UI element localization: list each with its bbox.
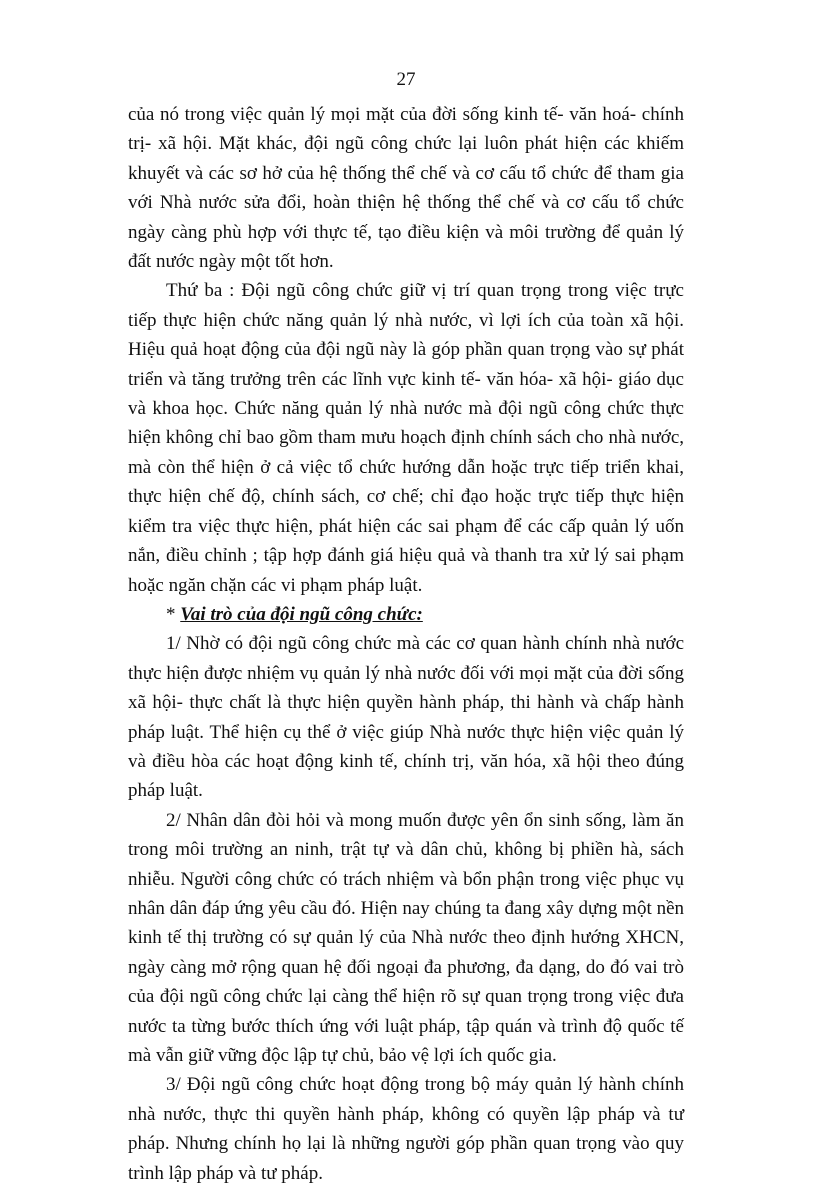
document-body (128, 100, 684, 1188)
page-number: 27 (396, 69, 416, 90)
paragraph-thu-ba: Thứ ba : Đội ngũ công chức giữ vị trí quan trọng trong việc trực tiếp thực hiện chức năng quản lý nhà nước, vì lợi ích của toàn xã hội. Hiệu quả hoạt động của đội ngũ này là góp phần quan trọng vào sự phát triển và tăng trưởng trên các lĩnh vực kinh tế- văn hóa- xã hội- giáo dục và khoa học. Chức năng quản lý nhà nước mà đội ngũ công chức thực hiện không chỉ bao gồm tham mưu hoạch định chính sách cho nhà nước, mà còn thể hiện ở cả việc tổ chức hướng dẫn hoặc trực tiếp triển khai, thực hiện chế độ, chính sách, cơ chế; chỉ đạo hoặc trực tiếp thực hiện kiểm tra việc thực hiện, phát hiện các sai phạm để các cấp quản lý uốn nắn, điều chỉnh ; tập hợp đánh giá hiệu quả và thanh tra xử lý sai phạm hoặc ngăn chặn các vi phạm pháp luật. (128, 280, 684, 596)
paragraph-continuation: của nó trong việc quản lý mọi mặt của đời sống kinh tế- văn hoá- chính trị- xã hội. Mặt khác, đội ngũ công chức lại luôn phát hiện các khiếm khuyết và các sơ hở của hệ thống thể chế và cơ cấu tổ chức để tham gia với Nhà nước sửa đổi, hoàn thiện hệ thống thể chế và cơ cấu tổ chức ngày càng phù hợp với thực tế, tạo điều kiện và môi trường để quản lý đất nước ngày một tốt hơn. (128, 104, 684, 273)
heading-bullet: * (166, 603, 176, 625)
document-page (128, 68, 684, 1188)
heading-title: Vai trò của đội ngũ công chức: (180, 603, 423, 625)
paragraph-point-1: 1/ Nhờ có đội ngũ công chức mà các cơ quan hành chính nhà nước thực hiện được nhiệm vụ quản lý nhà nước đối với mọi mặt của đời sống xã hội- thực chất là thực hiện quyền hành pháp, thi hành và chấp hành pháp luật. Thể hiện cụ thể ở việc giúp Nhà nước thực hiện việc quản lý và điều hòa các hoạt động kinh tế, chính trị, văn hóa, xã hội theo đúng pháp luật. (128, 633, 684, 802)
section-heading (128, 600, 684, 629)
paragraph-point-3: 3/ Đội ngũ công chức hoạt động trong bộ máy quản lý hành chính nhà nước, thực thi quyền hành pháp, không có quyền lập pháp và tư pháp. Nhưng chính họ lại là những người góp phần quan trọng vào quy trình lập pháp và tư pháp. (128, 1074, 684, 1184)
paragraph-point-2: 2/ Nhân dân đòi hỏi và mong muốn được yên ổn sinh sống, làm ăn trong môi trường an ninh, trật tự và dân chủ, không bị phiền hà, sách nhiễu. Người công chức có trách nhiệm và bổn phận trong việc phục vụ nhân dân đáp ứng yêu cầu đó. Hiện nay chúng ta đang xây dựng một nền kinh tế thị trường có sự quản lý của Nhà nước theo định hướng XHCN, ngày càng mở rộng quan hệ đối ngoại đa phương, đa dạng, do đó vai trò của đội ngũ công chức lại càng thể hiện rõ sự quan trọng trong việc đưa nước ta từng bước thích ứng với luật pháp, tập quán và trình độ quốc tế mà vẫn giữ vững độc lập tự chủ, bảo vệ lợi ích quốc gia. (128, 809, 684, 1066)
